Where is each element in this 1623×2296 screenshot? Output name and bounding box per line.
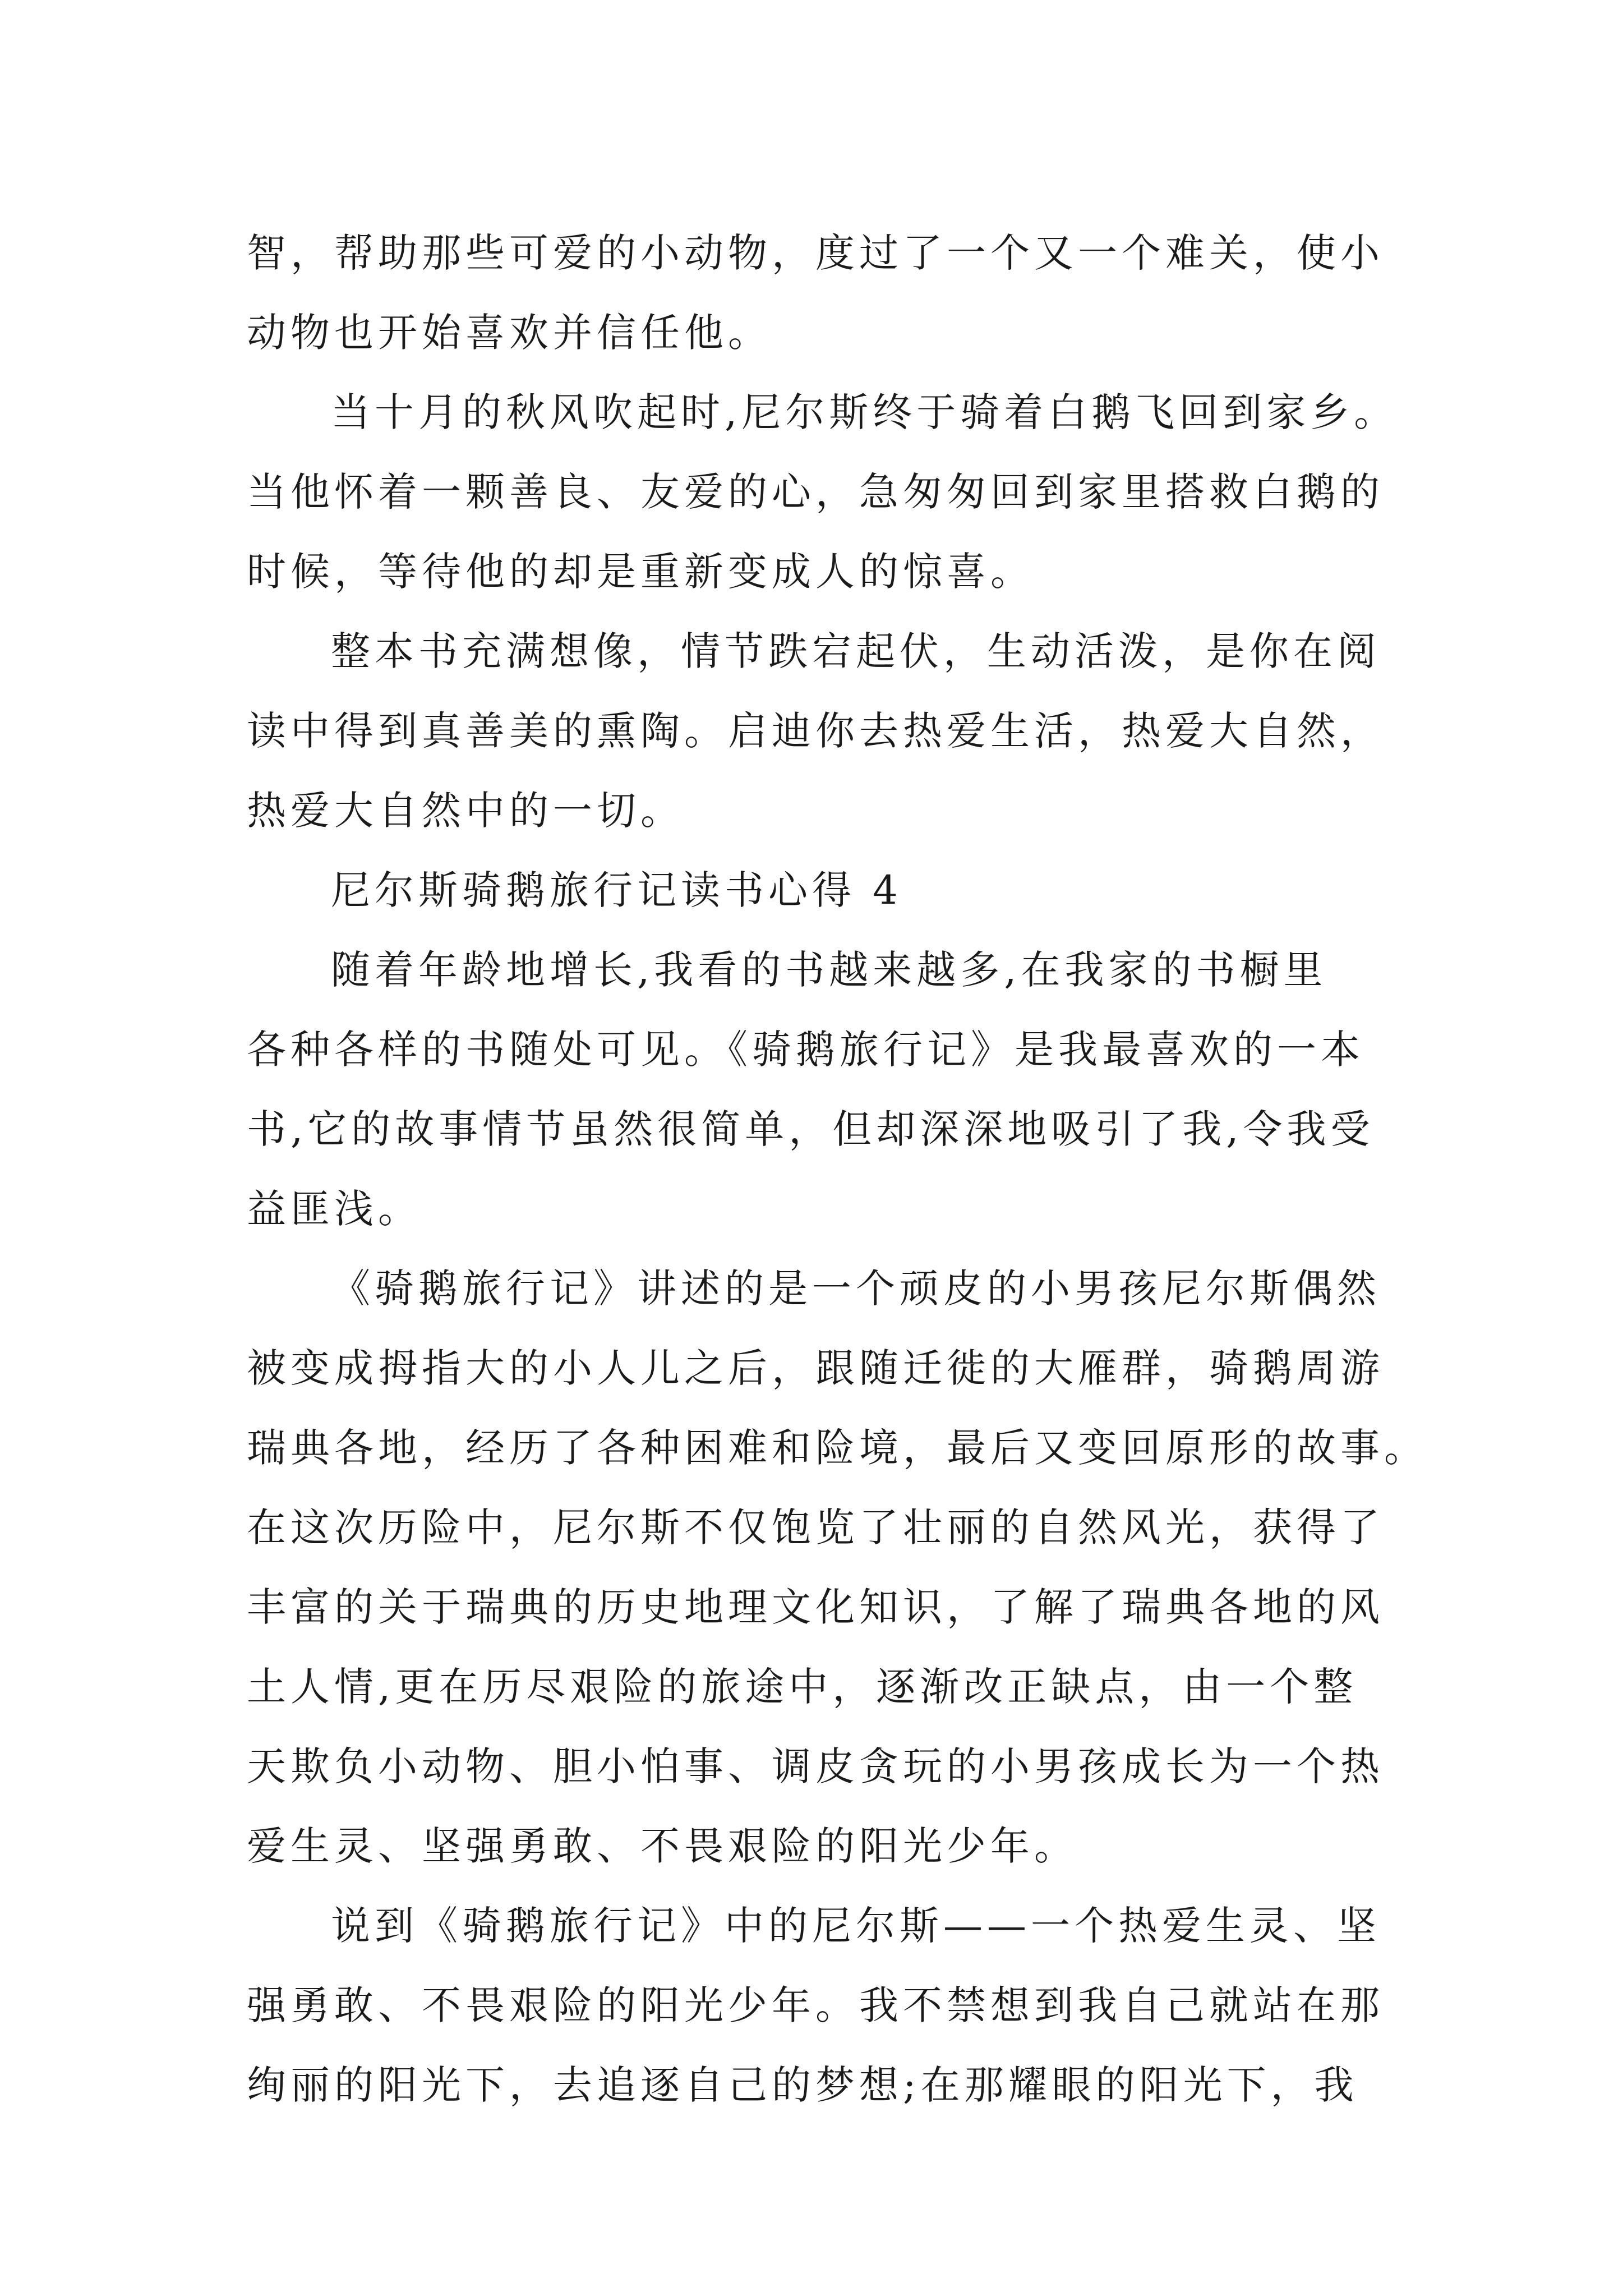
paragraph-reflection [247, 1886, 1453, 2125]
text-line: 书,它的故事情节虽然很简单，但却深深地吸引了我,令我受 [247, 1106, 1375, 1152]
text-line: 各种各样的书随处可见。《骑鹅旅行记》是我最喜欢的一本 [247, 1027, 1364, 1073]
text-line: 绚丽的阳光下，去追逐自己的梦想;在那耀眼的阳光下，我 [247, 2062, 1358, 2108]
text-line: 丰富的关于瑞典的历史地理文化知识，了解了瑞典各地的风 [247, 1584, 1384, 1630]
text-line: 读中得到真善美的熏陶。启迪你去热爱生活，热爱大自然， [247, 708, 1384, 754]
text-line: 随着年龄地增长,我看的书越来越多,在我家的书橱里 [331, 947, 1327, 993]
text-line: 在这次历险中，尼尔斯不仅饱览了壮丽的自然风光，获得了 [247, 1504, 1384, 1550]
text-line: 天欺负小动物、胆小怕事、调皮贪玩的小男孩成长为一个热 [247, 1743, 1384, 1789]
text-line: 整本书充满想像，情节跌宕起伏，生动活泼，是你在阅 [331, 628, 1381, 674]
text-line: 土人情,更在历尽艰险的旅途中，逐渐改正缺点，由一个整 [247, 1664, 1358, 1710]
text-line: 被变成拇指大的小人儿之后，跟随迁徙的大雁群，骑鹅周游 [247, 1345, 1384, 1391]
text-line: 爱生灵、坚强勇敢、不畏艰险的阳光少年。 [247, 1823, 1078, 1869]
section-heading [247, 850, 1453, 930]
paragraph-continued [247, 213, 1453, 372]
paragraph-story [247, 1249, 1453, 1886]
paragraph-return-home [247, 372, 1453, 611]
text-line: 智，帮助那些可爱的小动物，度过了一个又一个难关，使小 [247, 230, 1384, 276]
heading-line: 尼尔斯骑鹅旅行记读书心得 4 [331, 867, 902, 913]
text-line: 瑞典各地，经历了各种困难和险境，最后又变回原形的故事。 [247, 1425, 1428, 1471]
text-line: 说到《骑鹅旅行记》中的尼尔斯——一个热爱生灵、坚 [331, 1903, 1381, 1949]
text-line: 强勇敢、不畏艰险的阳光少年。我不禁想到我自己就站在那 [247, 1982, 1384, 2028]
text-line: 《骑鹅旅行记》讲述的是一个顽皮的小男孩尼尔斯偶然 [331, 1266, 1381, 1312]
text-line: 热爱大自然中的一切。 [247, 788, 684, 834]
text-line: 动物也开始喜欢并信任他。 [247, 310, 772, 356]
document-body [247, 213, 1453, 2125]
paragraph-intro [247, 930, 1453, 1249]
text-line: 当他怀着一颗善良、友爱的心，急匆匆回到家里搭救白鹅的 [247, 469, 1384, 515]
text-line: 益匪浅。 [247, 1186, 422, 1232]
text-line: 时候，等待他的却是重新变成人的惊喜。 [247, 549, 1034, 595]
paragraph-summary [247, 611, 1453, 850]
text-line: 当十月的秋风吹起时,尼尔斯终于骑着白鹅飞回到家乡。 [331, 389, 1398, 435]
